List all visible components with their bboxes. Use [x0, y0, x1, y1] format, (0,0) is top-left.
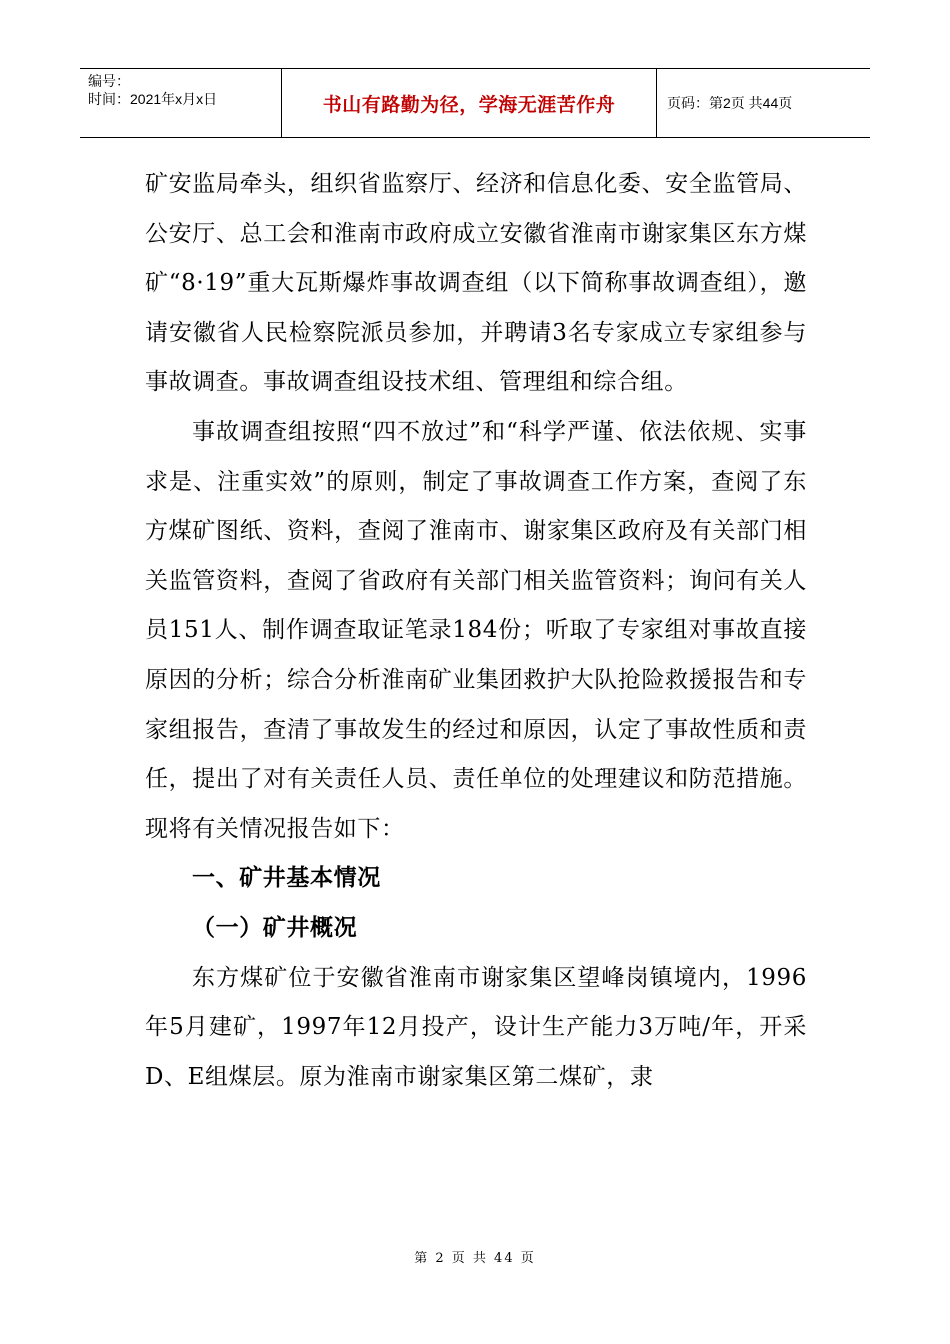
number-label: 编号： [88, 73, 130, 89]
document-header [80, 68, 870, 138]
paragraph-mine-overview: 东方煤矿位于安徽省淮南市谢家集区望峰岗镇境内，1996年5月建矿，1997年12月投产，设计生产能力3万吨/年，开采D、E组煤层。原为淮南市谢家集区第二煤矿，隶 [145, 964, 807, 1090]
section-heading-mine-basics: 一、矿井基本情况 [192, 865, 381, 892]
page-footer: 第 2 页 共 44 页 [414, 1251, 536, 1266]
header-meta [80, 69, 282, 137]
document-body [145, 160, 807, 1102]
subsection-heading-mine-overview: （一）矿井概况 [192, 914, 358, 941]
paragraph-investigation-team: 矿安监局牵头，组织省监察厅、经济和信息化委、安全监管局、公安厅、总工会和淮南市政府成立安徽省淮南市谢家集区东方煤矿“8·19”重大瓦斯爆炸事故调查组（以下简称事故调查组），邀请安徽省人民检察院派员参加，并聘请3名专家成立专家组参与事故调查。事故调查组设技术组、管理组和综合组。 [145, 171, 807, 396]
header-page-info: 页码：第2页 共44页 [667, 95, 793, 111]
header-motto: 书山有路勤为径，学海无涯苦作舟 [282, 69, 657, 137]
paragraph-investigation-process: 事故调查组按照“四不放过”和“科学严谨、依法依规、实事求是、注重实效”的原则，制定了事故调查工作方案，查阅了东方煤矿图纸、资料，查阅了淮南市、谢家集区政府及有关部门相关监管资料，查阅了省政府有关部门相关监管资料；询问有关人员151人、制作调查取证笔录184份；听取了专家组对事故直接原因的分析；综合分析淮南矿业集团救护大队抢险救援报告和专家组报告，查清了事故发生的经过和原因，认定了事故性质和责任，提出了对有关责任人员、责任单位的处理建议和防范措施。现将有关情况报告如下： [145, 418, 807, 842]
time-label: 时间：2021年x月x日 [88, 91, 218, 107]
